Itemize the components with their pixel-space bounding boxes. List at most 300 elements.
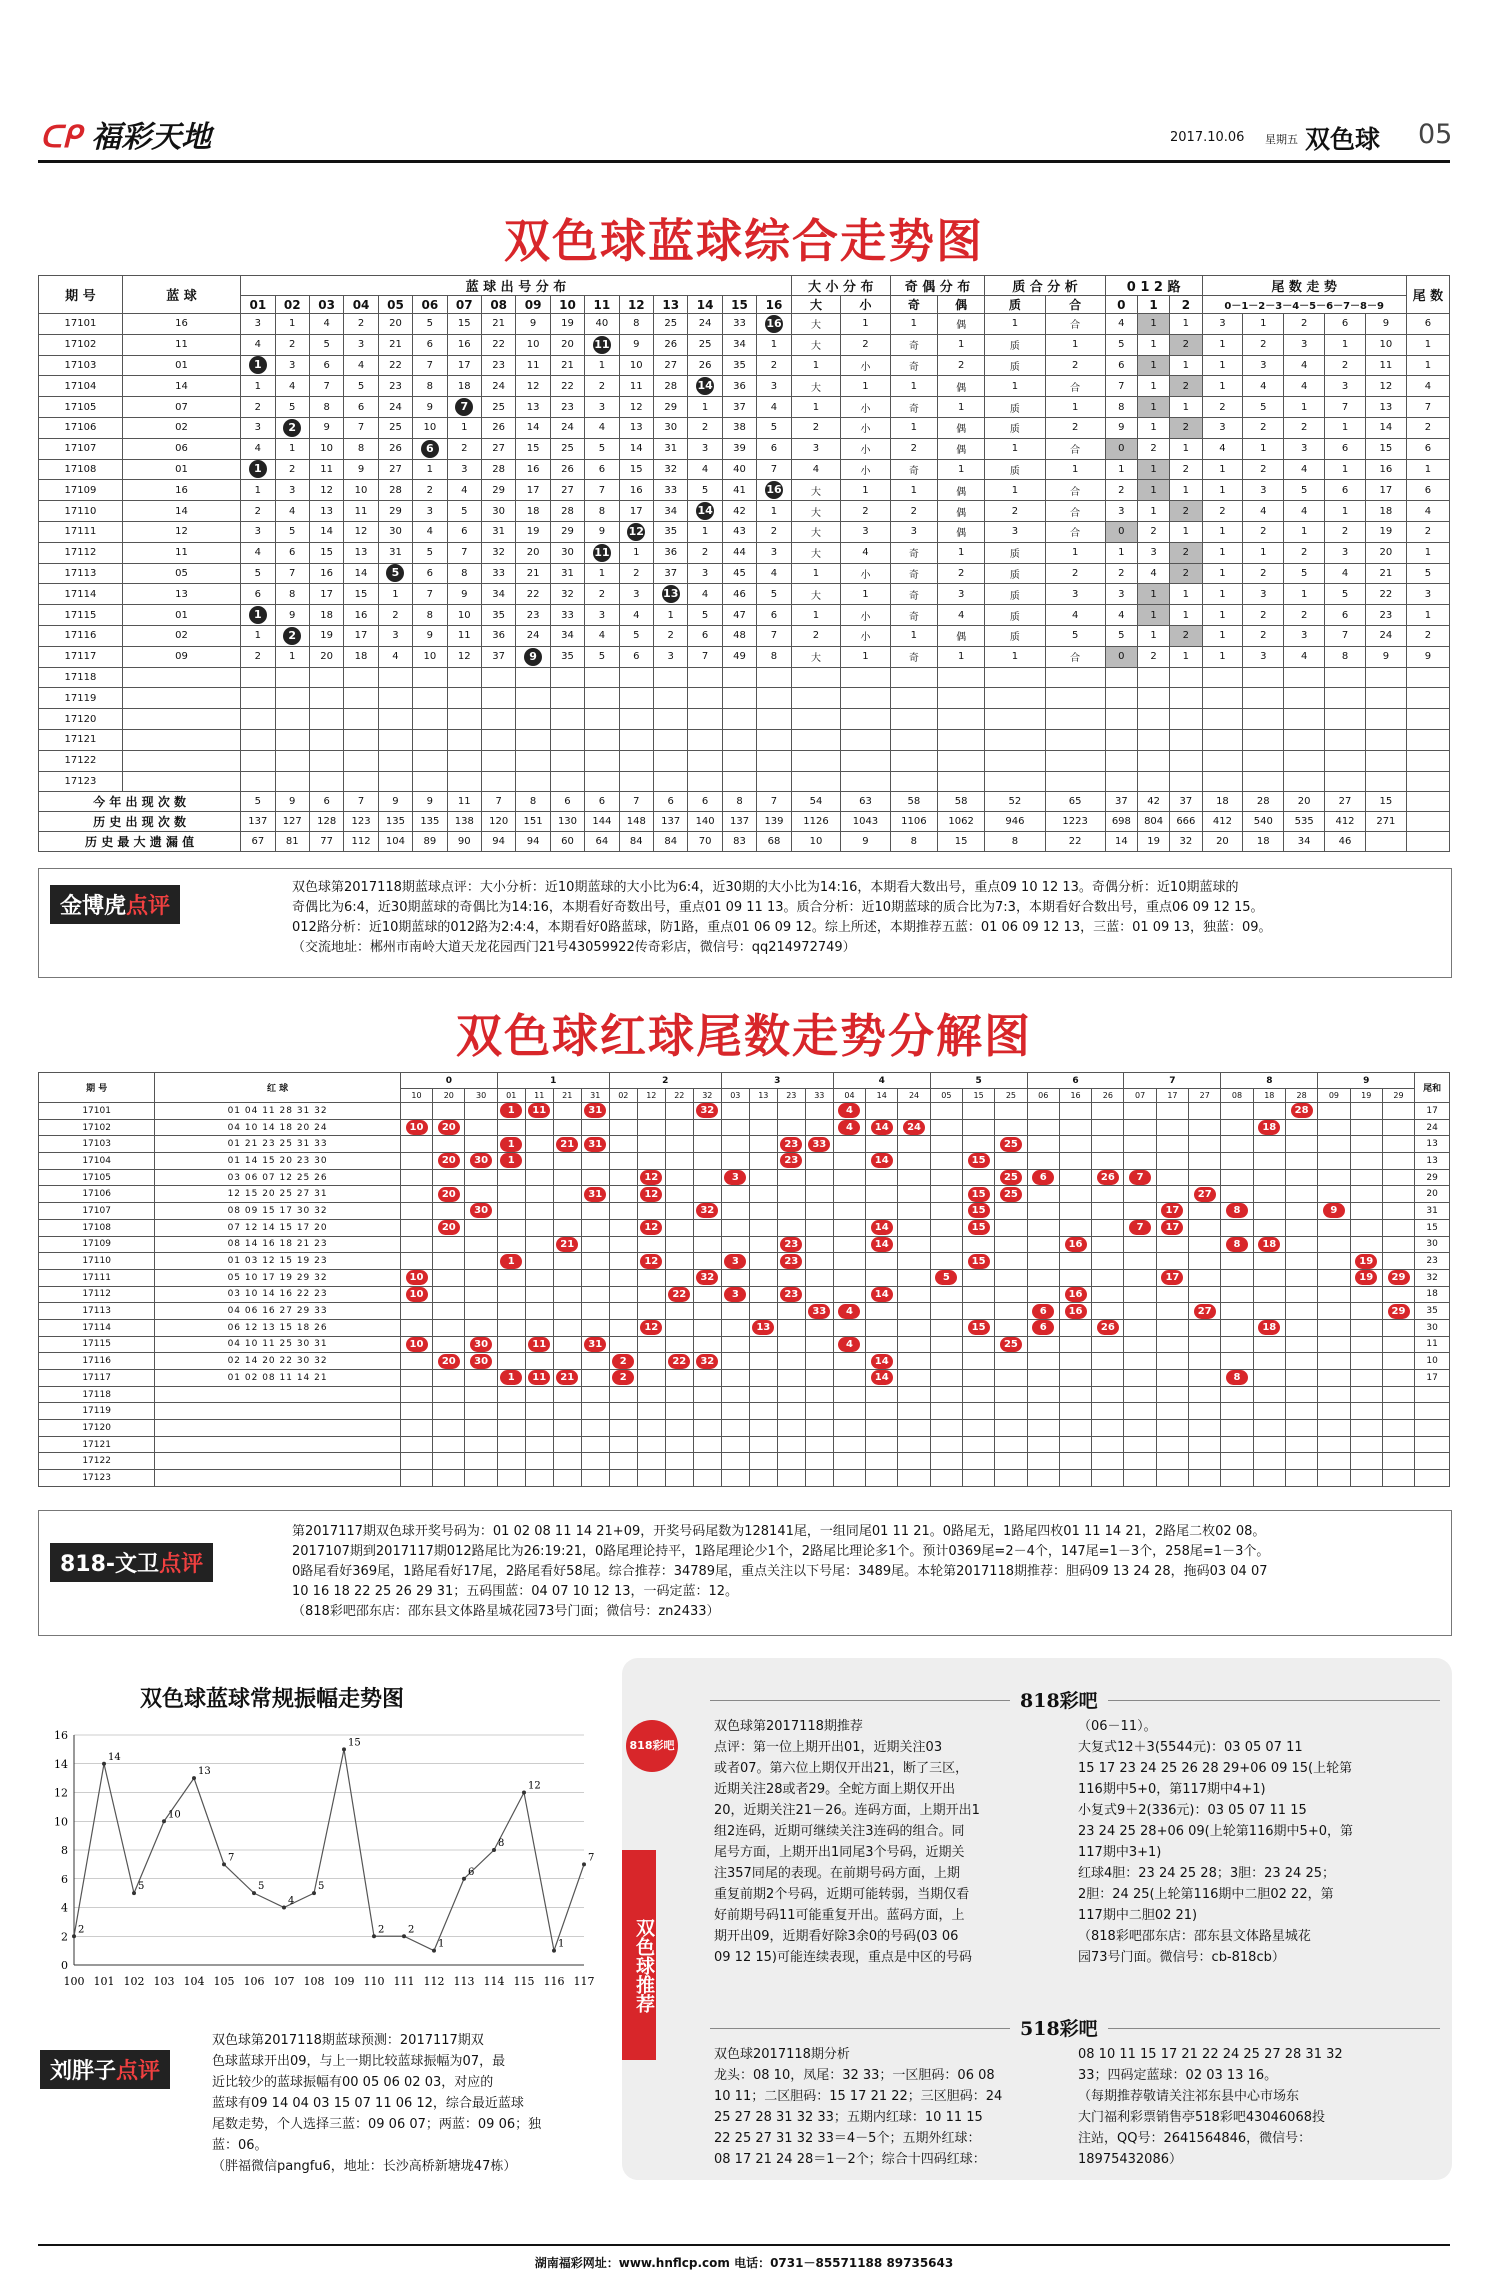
table-cell <box>1156 1119 1188 1136</box>
table-cell: 15 <box>516 438 550 459</box>
table-cell: 8 <box>619 314 653 335</box>
table-cell: 历 史 最 大 遗 漏 值 <box>39 832 241 852</box>
table-cell <box>777 1136 805 1153</box>
table-cell <box>525 1186 553 1203</box>
table-cell <box>833 1269 865 1286</box>
table-cell <box>749 1403 777 1420</box>
red-ball-hit: 10 <box>406 1270 428 1285</box>
table-cell <box>525 1470 553 1487</box>
table-cell: 1 <box>841 646 890 667</box>
red-ball-hit: 19 <box>1355 1270 1377 1285</box>
table-cell: 32 <box>550 584 584 605</box>
table-cell <box>525 1169 553 1186</box>
table-cell: 31 <box>481 521 515 542</box>
table-cell: 小 <box>841 355 890 376</box>
text-line: 蓝球有09 14 04 03 15 07 11 06 12，综合最近蓝球 <box>212 2096 524 2111</box>
table-cell <box>1027 1303 1059 1320</box>
table-cell <box>898 1169 930 1186</box>
table-cell <box>688 771 722 792</box>
table-cell <box>433 1219 465 1236</box>
table-cell: 1 <box>1170 605 1202 626</box>
issue-date: 2017.10.06 <box>1170 130 1245 145</box>
table-cell: 5 <box>585 438 619 459</box>
red-ball-hit: 14 <box>871 1120 893 1135</box>
table-cell: 14 <box>1365 417 1406 438</box>
table-cell: 15 <box>1365 438 1406 459</box>
table-cell: 10 <box>619 355 653 376</box>
table-cell: 24 <box>688 314 722 335</box>
table-cell: 45 <box>722 563 756 584</box>
table-cell: 81 <box>275 832 309 852</box>
table-cell <box>433 1420 465 1437</box>
table-cell <box>497 1436 525 1453</box>
table-cell: 2 <box>585 376 619 397</box>
table-cell <box>1318 1253 1350 1270</box>
text-line: 色球蓝球开出09，与上一期比较蓝球振幅为07，最 <box>212 2054 506 2069</box>
table-cell <box>1027 1353 1059 1370</box>
table-cell <box>637 1119 665 1136</box>
table-cell <box>693 1169 721 1186</box>
table-cell: 37 <box>654 563 688 584</box>
table-cell <box>866 1236 898 1253</box>
table-cell: 5 <box>1105 334 1137 355</box>
table-cell: 666 <box>1170 812 1202 832</box>
table-cell <box>447 709 481 730</box>
blue-ball-hit: 5 <box>386 564 404 582</box>
comment-tag-label-3: 点评 <box>116 2059 161 2084</box>
table-cell: 10 <box>791 832 840 852</box>
table-cell: 21 <box>516 563 550 584</box>
table-cell <box>665 1119 693 1136</box>
table-cell: 1 <box>841 314 890 335</box>
table-cell <box>1350 1470 1382 1487</box>
table-cell: 16 <box>619 480 653 501</box>
table-cell <box>688 729 722 750</box>
table-cell <box>1189 1136 1221 1153</box>
table-cell <box>1285 1353 1317 1370</box>
table-cell <box>693 1420 721 1437</box>
panel-title-818: 818彩吧 <box>1010 1686 1108 1713</box>
table-cell <box>777 1119 805 1136</box>
table-cell <box>581 1153 609 1170</box>
table-cell <box>1284 667 1325 688</box>
table-cell: 1 <box>585 355 619 376</box>
red-ball-hit: 25 <box>1000 1337 1022 1352</box>
table-cell <box>805 1169 833 1186</box>
table-cell <box>378 667 412 688</box>
table-cell: 08 <box>481 296 515 314</box>
table-cell <box>122 709 240 730</box>
logo-text: 福彩天地 <box>91 120 212 155</box>
table-cell <box>833 1470 865 1487</box>
data-point <box>192 1776 196 1780</box>
table-cell <box>481 750 515 771</box>
table-cell <box>378 729 412 750</box>
table-cell: 2 <box>1406 521 1449 542</box>
table-cell: 12 <box>619 397 653 418</box>
table-cell <box>930 1386 962 1403</box>
table-cell <box>866 1436 898 1453</box>
table-cell <box>1170 729 1202 750</box>
table-cell: 1 <box>1406 459 1449 480</box>
table-cell <box>1350 1370 1382 1387</box>
table-cell <box>805 1319 833 1336</box>
table-cell <box>1189 1436 1221 1453</box>
table-cell: 28 <box>1243 792 1284 812</box>
table-cell <box>609 1136 637 1153</box>
table-cell: 04 10 11 25 30 31 <box>155 1336 401 1353</box>
table-cell: 24 <box>898 1089 930 1103</box>
table-cell <box>550 709 584 730</box>
red-ball-hit: 16 <box>1065 1287 1087 1302</box>
table-cell: 4 <box>585 625 619 646</box>
table-cell <box>1221 1186 1253 1203</box>
table-cell: 6 <box>309 792 343 812</box>
table-cell <box>833 1219 865 1236</box>
table-cell <box>1253 1236 1285 1253</box>
table-cell <box>1253 1253 1285 1270</box>
footer-contact: 湖南福彩网址：www.hnflcp.com 电话：0731－85571188 89735643 <box>534 2256 954 2270</box>
table-cell: 5 <box>275 397 309 418</box>
table-cell <box>581 1336 609 1353</box>
table-cell <box>890 667 937 688</box>
table-cell <box>1045 667 1105 688</box>
table-cell <box>481 667 515 688</box>
table-cell <box>1285 1436 1317 1453</box>
table-cell: 24 <box>550 417 584 438</box>
table-cell <box>1406 832 1449 852</box>
table-cell <box>995 1436 1027 1453</box>
x-tick-label: 102 <box>123 1975 145 1988</box>
table-cell: 3 <box>890 521 937 542</box>
table-cell: 1 <box>1105 542 1137 563</box>
y-tick-label: 4 <box>61 1901 68 1915</box>
table-cell: 质 <box>985 397 1045 418</box>
red-ball-hit: 31 <box>584 1337 606 1352</box>
table-row <box>39 334 1450 355</box>
table-cell: 4 <box>1284 501 1325 522</box>
table-cell: 2 <box>1137 521 1169 542</box>
data-label: 6 <box>468 1866 475 1878</box>
table-cell: 31 <box>1415 1203 1450 1220</box>
table-cell <box>1318 1319 1350 1336</box>
table-cell: 17110 <box>39 501 123 522</box>
table-cell <box>619 729 653 750</box>
table-cell <box>898 1403 930 1420</box>
table-cell: 40 <box>585 314 619 335</box>
table-cell <box>930 1186 962 1203</box>
table-cell <box>1253 1119 1285 1136</box>
text-line: 18975432086） <box>1078 2152 1182 2167</box>
table-cell: 2 <box>1284 605 1325 626</box>
table-cell: 1 <box>1325 417 1366 438</box>
table-cell: 1 <box>1202 646 1243 667</box>
table-cell <box>497 1453 525 1470</box>
text-line: 2胆：24 25(上轮第116期中二胆02 22，第 <box>1078 1887 1334 1902</box>
table-cell <box>1285 1420 1317 1437</box>
table-cell <box>1318 1103 1350 1120</box>
table-cell <box>481 771 515 792</box>
table-cell: 1 <box>985 480 1045 501</box>
table-cell <box>1124 1203 1156 1220</box>
table-cell <box>805 1286 833 1303</box>
table-cell: 06 12 13 15 18 26 <box>155 1319 401 1336</box>
table-cell: 104 <box>378 832 412 852</box>
table-cell <box>1253 1203 1285 1220</box>
table-cell: 140 <box>688 812 722 832</box>
table-cell: 20 <box>1284 792 1325 812</box>
table-cell: 8 <box>1105 397 1137 418</box>
table-cell <box>581 1403 609 1420</box>
table-cell <box>1059 1136 1091 1153</box>
table-cell: 8 <box>344 438 378 459</box>
table-cell: 10 <box>344 480 378 501</box>
table-cell <box>344 709 378 730</box>
table-cell: 5 <box>757 417 792 438</box>
table-row <box>39 1436 1450 1453</box>
table-cell <box>497 1403 525 1420</box>
table-cell: 37 <box>722 397 756 418</box>
panel-818-right <box>1078 1716 1438 1968</box>
table-cell <box>155 1420 401 1437</box>
table-cell: 120 <box>481 812 515 832</box>
table-cell: 1 <box>1202 480 1243 501</box>
table-cell: 15 <box>1415 1219 1450 1236</box>
table-cell: 5 <box>619 625 653 646</box>
table-cell: 2 <box>1170 417 1202 438</box>
table-cell <box>1318 1436 1350 1453</box>
table-cell: 12 <box>122 521 240 542</box>
table-cell <box>1253 1386 1285 1403</box>
table-cell: 2 <box>890 501 937 522</box>
table-cell <box>465 1370 497 1387</box>
table-cell: 46 <box>1325 832 1366 852</box>
table-cell: 1 <box>890 480 937 501</box>
table-cell <box>1027 1186 1059 1203</box>
table-cell <box>1284 771 1325 792</box>
table-cell: 0 <box>400 1073 497 1089</box>
table-cell: 2 <box>241 646 275 667</box>
table-cell: 135 <box>413 812 447 832</box>
red-ball-hit: 23 <box>780 1287 802 1302</box>
table-cell <box>1253 1169 1285 1186</box>
table-cell <box>898 1153 930 1170</box>
table-cell <box>241 667 275 688</box>
table-cell <box>1382 1169 1414 1186</box>
table-cell <box>465 1136 497 1153</box>
table-cell <box>1318 1269 1350 1286</box>
table-cell: 137 <box>241 812 275 832</box>
table-cell: 1 <box>937 542 984 563</box>
table-cell: 27 <box>378 459 412 480</box>
text-line: 0路尾看好369尾，1路尾看好17尾，2路尾看好58尾。综合推荐：34789尾，重点关注以下号尾：3489尾。本轮第2017118期推荐：胆码09 13 24 28，拖码03 04 07 <box>292 1564 1268 1579</box>
table-row <box>39 792 1450 812</box>
table-cell: 17104 <box>39 376 123 397</box>
x-tick-label: 114 <box>483 1975 505 1988</box>
table-cell <box>1189 1153 1221 1170</box>
table-cell <box>1221 1420 1253 1437</box>
table-cell: 10 <box>550 296 584 314</box>
table-cell <box>898 1353 930 1370</box>
table-cell <box>433 1186 465 1203</box>
text-line: 期开出09，近期看好除3余0的号码(03 06 <box>714 1929 959 1944</box>
table-cell <box>637 1336 665 1353</box>
table-cell <box>757 480 792 501</box>
table-cell <box>1318 1169 1350 1186</box>
table-cell <box>1092 1169 1124 1186</box>
text-line: 2017107期到2017117期012路尾比为26:19:21，0路尾理论持平，1路尾理论少1个，2路尾比理论多1个。预计0369尾=2－4个，147尾=1－3个，258尾=1－3个。 <box>292 1544 1270 1559</box>
table-cell: 17113 <box>39 1303 155 1320</box>
table-cell: 8 <box>757 646 792 667</box>
table-cell: 01 02 08 11 14 21 <box>155 1370 401 1387</box>
table-cell <box>1350 1136 1382 1153</box>
text-line: 双色球第2017118期蓝球预测：2017117期双 <box>212 2033 484 2048</box>
table-cell: 9 <box>413 625 447 646</box>
table-cell: 4 <box>1284 355 1325 376</box>
table-cell <box>1124 1219 1156 1236</box>
table-cell: 2 <box>344 314 378 335</box>
table-cell: 10 <box>309 438 343 459</box>
table-cell: 35 <box>1415 1303 1450 1320</box>
table-cell <box>721 1336 749 1353</box>
table-cell <box>553 1119 581 1136</box>
table-cell <box>1092 1236 1124 1253</box>
table-cell: 7 <box>481 792 515 812</box>
table-cell: 5 <box>447 501 481 522</box>
table-cell: 奇 <box>890 584 937 605</box>
table-cell: 9 <box>1406 646 1449 667</box>
table-cell <box>581 1169 609 1186</box>
table-cell <box>465 1169 497 1186</box>
table-cell: 130 <box>550 812 584 832</box>
table-cell <box>995 1219 1027 1236</box>
red-ball-hit: 17 <box>1161 1203 1183 1218</box>
table-cell: 17108 <box>39 1219 155 1236</box>
red-ball-hit: 15 <box>968 1153 990 1168</box>
table-cell <box>749 1203 777 1220</box>
table-cell: 奇 <box>890 397 937 418</box>
table-cell <box>1059 1353 1091 1370</box>
table-cell <box>898 1103 930 1120</box>
table-cell: 13 <box>344 542 378 563</box>
table-cell: 奇 偶 分 布 <box>890 276 985 296</box>
table-cell <box>581 1420 609 1437</box>
table-cell: 6 <box>1325 314 1366 335</box>
table-cell <box>1221 1386 1253 1403</box>
table-cell <box>995 1153 1027 1170</box>
data-point <box>282 1906 286 1910</box>
table-cell <box>344 729 378 750</box>
table-cell <box>1092 1203 1124 1220</box>
table-cell: 2 <box>688 417 722 438</box>
table-cell: 13 <box>122 584 240 605</box>
table-cell <box>581 1303 609 1320</box>
table-cell <box>516 709 550 730</box>
table-cell <box>866 1370 898 1387</box>
red-ball-hit: 11 <box>528 1370 550 1385</box>
panel-518-right <box>1078 2044 1438 2170</box>
table-cell <box>930 1403 962 1420</box>
table-cell <box>721 1153 749 1170</box>
red-ball-hit: 7 <box>1129 1220 1151 1235</box>
table-row <box>39 1370 1450 1387</box>
table-cell: 奇 <box>890 334 937 355</box>
text-line: 012路分析：近10期蓝球的012路为2:4:4，本期看好0路蓝球，防1路，重点01 06 09 12。综上所述，本期推荐五蓝：01 06 09 12 13，三蓝：01 09 13，独蓝：09。 <box>292 920 1272 935</box>
table-cell <box>497 1253 525 1270</box>
table-cell: 1 <box>241 480 275 501</box>
table-cell <box>1221 1103 1253 1120</box>
table-cell <box>722 750 756 771</box>
table-cell <box>805 1386 833 1403</box>
table-cell <box>995 1336 1027 1353</box>
table-cell <box>1243 688 1284 709</box>
table-cell <box>1059 1236 1091 1253</box>
text-line: （818彩吧邵东店：邵东县文体路星城花 <box>1078 1929 1311 1944</box>
table-cell <box>1350 1286 1382 1303</box>
table-cell <box>833 1253 865 1270</box>
table-cell <box>963 1370 995 1387</box>
table-cell: 17117 <box>39 646 123 667</box>
table-cell <box>1027 1436 1059 1453</box>
table-cell: 3 <box>1045 584 1105 605</box>
table-cell <box>995 1169 1027 1186</box>
table-cell: 6 <box>654 792 688 812</box>
table-cell <box>654 771 688 792</box>
table-cell: 大 <box>791 314 840 335</box>
table-cell: 5 <box>585 646 619 667</box>
table-cell <box>1382 1236 1414 1253</box>
table-cell: 18 <box>1253 1089 1285 1103</box>
table-cell: 尾 数 <box>1406 276 1449 314</box>
table-cell <box>693 1470 721 1487</box>
table-cell <box>1170 667 1202 688</box>
table-cell: 5 <box>1325 584 1366 605</box>
table-cell: 15 <box>619 459 653 480</box>
table-cell <box>619 688 653 709</box>
comment-text-3 <box>212 2030 607 2177</box>
text-line: 22 25 27 31 32 33＝4－5个；五期外红球： <box>714 2131 981 2146</box>
table-cell: 1 <box>1202 605 1243 626</box>
table-cell: 7 <box>447 542 481 563</box>
table-cell: 7 <box>1325 625 1366 646</box>
table-cell <box>693 1103 721 1120</box>
table-cell <box>553 1319 581 1336</box>
table-cell: 2 <box>1406 417 1449 438</box>
red-ball-hit: 16 <box>1065 1304 1087 1319</box>
table-cell: 1 <box>1137 334 1169 355</box>
table-cell <box>721 1286 749 1303</box>
table-cell <box>609 1153 637 1170</box>
table-cell: 2 <box>1170 625 1202 646</box>
table-cell <box>1170 709 1202 730</box>
table-cell: 1 <box>1137 314 1169 335</box>
table-cell <box>433 1319 465 1336</box>
table-cell: 47 <box>722 605 756 626</box>
table-cell <box>1318 1303 1350 1320</box>
table-cell <box>693 1386 721 1403</box>
table-cell: 17113 <box>39 563 123 584</box>
table-cell <box>1059 1186 1091 1203</box>
table-cell <box>1189 1420 1221 1437</box>
table-cell <box>1243 709 1284 730</box>
table-cell: 1 <box>1170 521 1202 542</box>
table-cell <box>553 1103 581 1120</box>
x-tick-label: 103 <box>153 1975 175 1988</box>
table-cell <box>1382 1269 1414 1286</box>
table-cell <box>581 1453 609 1470</box>
table-cell <box>122 667 240 688</box>
table-cell <box>413 729 447 750</box>
